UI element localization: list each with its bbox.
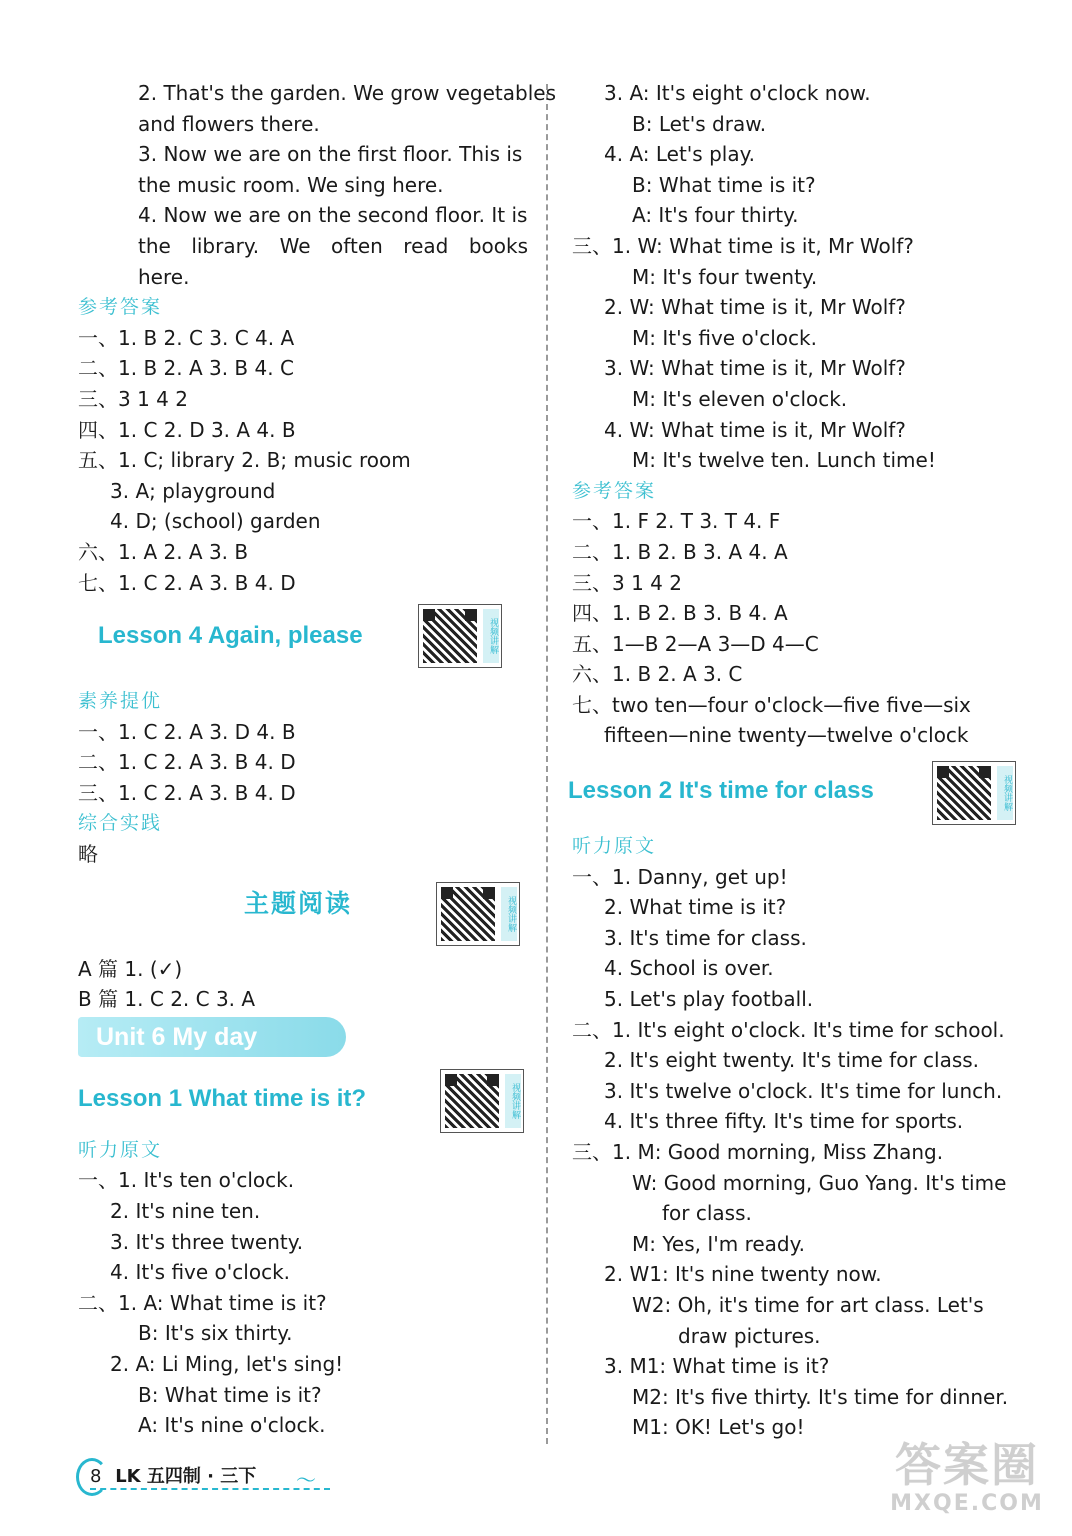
answer-line: 二、1. B 2. A 3. B 4. C [78, 356, 294, 381]
script-line: 2. It's eight twenty. It's time for class. [604, 1048, 980, 1073]
qr-tag: 视频讲解 [483, 609, 499, 663]
script-line: 一、1. Danny, get up! [572, 864, 788, 889]
script-line: 4. A: Let's play. [604, 142, 755, 167]
script-line: M: It's four twenty. [632, 264, 818, 289]
script-line: 3. It's three twenty. [110, 1229, 304, 1254]
answer-line: 二、1. B 2. B 3. A 4. A [572, 539, 788, 564]
qr-code-icon [423, 609, 477, 663]
answers-heading: 参考答案 [78, 296, 163, 319]
swoosh-icon: 〜 [296, 1468, 316, 1492]
script-line: 二、1. It's eight o'clock. It's time for school. [572, 1017, 1005, 1042]
text-line: 2. That's the garden. We grow vegetables [138, 81, 557, 105]
script-line: W2: Oh, it's time for art class. Let's [632, 1292, 984, 1317]
lesson-title: Lesson 1 What time is it? [78, 1084, 367, 1112]
qr-code-icon [937, 766, 991, 820]
qr-code[interactable] [932, 761, 1016, 825]
script-line: M: It's five o'clock. [632, 325, 817, 350]
qr-code[interactable] [418, 604, 502, 668]
series-label: LK 五四制 · 三下 [115, 1466, 257, 1487]
script-line: M1: OK! Let's go! [632, 1415, 805, 1440]
theme-reading-header [78, 870, 528, 954]
script-line: 2. What time is it? [604, 895, 787, 920]
answer-line: 三、1. C 2. A 3. B 4. D [78, 780, 296, 805]
watermark-logo: 答案圈 [895, 1438, 1039, 1492]
script-line: A: It's four thirty. [632, 203, 799, 228]
script-line: B: What time is it? [138, 1382, 322, 1407]
answer-line: 二、1. C 2. A 3. B 4. D [78, 750, 296, 775]
script-line: W: Good morning, Guo Yang. It's time [632, 1170, 1007, 1195]
script-line: M2: It's five thirty. It's time for dinner. [632, 1384, 1009, 1409]
left-column [78, 78, 557, 1441]
page-footer [76, 1458, 316, 1494]
reading-answer: A 篇 1. (✓) [78, 956, 183, 981]
qr-code-icon [441, 887, 495, 941]
text-line: 3. Now we are on the first floor. This is [138, 142, 523, 167]
script-line: 3. It's twelve o'clock. It's time for lunch. [604, 1078, 1003, 1103]
lesson-title: Lesson 2 It's time for class [568, 777, 874, 805]
script-line: 4. School is over. [604, 956, 774, 981]
script-line: for class. [662, 1201, 752, 1226]
page-number: 8 [90, 1466, 102, 1487]
script-line: 3. W: What time is it, Mr Wolf? [604, 356, 906, 381]
script-line: 4. W: What time is it, Mr Wolf? [604, 417, 906, 442]
footer-divider [90, 1488, 330, 1490]
lesson4-header [78, 598, 528, 686]
lesson2-header [568, 751, 1022, 831]
script-line: 3. It's time for class. [604, 925, 807, 950]
script-line: B: What time is it? [632, 172, 816, 197]
suyang-heading: 素养提优 [78, 690, 163, 713]
script-heading: 听力原文 [78, 1138, 163, 1161]
script-line: B: Let's draw. [632, 111, 767, 136]
script-line: 2. W1: It's nine twenty now. [604, 1262, 882, 1287]
practice-heading: 综合实践 [78, 812, 163, 835]
text-line: here. [138, 264, 190, 289]
theme-title: 主题阅读 [244, 888, 353, 918]
script-line: 3. M1: What time is it? [604, 1354, 830, 1379]
answers-heading: 参考答案 [572, 479, 657, 502]
script-line: 3. A: It's eight o'clock now. [604, 81, 871, 105]
script-line: 2. A: Li Ming, let's sing! [110, 1352, 344, 1376]
answer-line: 五、1. C; library 2. B; music room [78, 448, 411, 473]
script-line: 4. It's three fifty. It's time for sports. [604, 1109, 964, 1134]
script-line: 5. Let's play football. [604, 987, 814, 1012]
answer-line: 一、1. C 2. A 3. D 4. B [78, 719, 296, 744]
script-line: 三、1. W: What time is it, Mr Wolf? [572, 233, 914, 258]
answer-line: fifteen—nine twenty—twelve o'clock [604, 723, 969, 748]
script-line: 4. It's five o'clock. [110, 1260, 291, 1285]
script-line: 三、1. M: Good morning, Miss Zhang. [572, 1140, 944, 1164]
script-line: M: It's twelve ten. Lunch time! [632, 448, 936, 473]
script-line: 一、1. It's ten o'clock. [78, 1168, 295, 1193]
script-line: B: It's six thirty. [138, 1321, 293, 1346]
qr-code[interactable] [436, 882, 520, 946]
answer-line: 一、1. F 2. T 3. T 4. F [572, 509, 781, 534]
answer-line: 三、3 1 4 2 [78, 386, 188, 411]
practice-text: 略 [78, 842, 98, 867]
qr-code[interactable] [440, 1069, 524, 1133]
text-line: and flowers there. [138, 111, 320, 136]
script-line: 二、1. A: What time is it? [78, 1290, 327, 1315]
script-line: 2. It's nine ten. [110, 1199, 261, 1224]
script-line: 2. W: What time is it, Mr Wolf? [604, 295, 906, 320]
answer-line: 4. D; (school) garden [110, 509, 321, 534]
unit-title: Unit 6 My day [78, 1017, 346, 1057]
answer-line: 六、1. A 2. A 3. B [78, 539, 249, 564]
answer-line: 一、1. B 2. C 3. C 4. A [78, 325, 295, 350]
qr-code-icon [445, 1074, 499, 1128]
watermark-url: MXQE.COM [890, 1491, 1044, 1516]
answer-line: 3. A; playground [110, 478, 276, 503]
answer-line: 七、two ten—four o'clock—five five—six [572, 692, 971, 717]
answer-line: 五、1—B 2—A 3—D 4—C [572, 631, 819, 656]
unit-banner [78, 1015, 528, 1065]
lesson1-header [78, 1065, 528, 1135]
answer-line: 四、1. C 2. D 3. A 4. B [78, 417, 296, 442]
lesson-title: Lesson 4 Again, please [98, 622, 363, 650]
footer-text [90, 1462, 256, 1488]
reading-answer: B 篇 1. C 2. C 3. A [78, 987, 256, 1012]
qr-tag: 视频讲解 [997, 766, 1013, 820]
script-heading: 听力原文 [572, 835, 657, 858]
script-line: M: It's eleven o'clock. [632, 386, 848, 411]
answer-line: 三、3 1 4 2 [572, 570, 682, 595]
qr-tag: 视频讲解 [501, 887, 517, 941]
answer-line: 六、1. B 2. A 3. C [572, 662, 743, 687]
script-line: A: It's nine o'clock. [138, 1413, 326, 1438]
column-divider [546, 84, 548, 1444]
answer-line: 四、1. B 2. B 3. B 4. A [572, 601, 788, 626]
watermark [872, 1440, 1062, 1528]
text-line: 4. Now we are on the second floor. It is [138, 203, 528, 228]
right-column [568, 78, 1022, 1443]
text-line: the music room. We sing here. [138, 172, 444, 197]
script-line: M: Yes, I'm ready. [632, 1231, 805, 1256]
qr-tag: 视频讲解 [505, 1074, 521, 1128]
answer-line: 七、1. C 2. A 3. B 4. D [78, 570, 296, 595]
text-line: the library. We often read books [138, 233, 528, 258]
script-line: draw pictures. [678, 1323, 821, 1348]
